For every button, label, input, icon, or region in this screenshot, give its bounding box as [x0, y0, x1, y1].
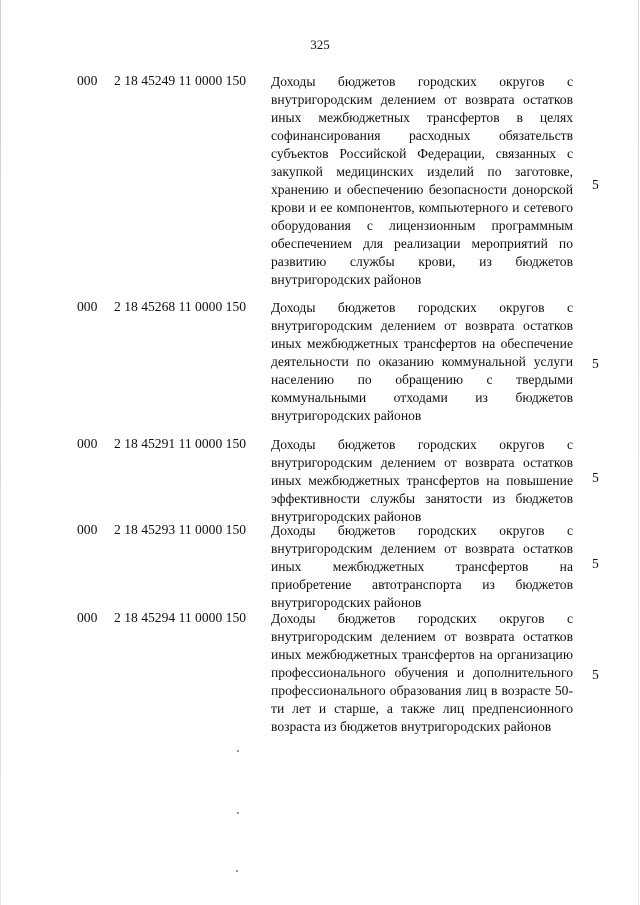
income-description: Доходы бюджетов городских округов с внутригородским делением от возврата остатков иных межбюджетных трансфертов на повышение эффективности службы занятости из бюджетов внутригородских районов [271, 437, 573, 524]
admin-code: 000 [77, 522, 98, 537]
admin-code: 000 [77, 73, 98, 88]
admin-code: 000 [77, 299, 98, 314]
value-cell: 5 [592, 356, 599, 371]
income-description: Доходы бюджетов городских округов с внутригородским делением от возврата остатков иных межбюджетных трансфертов в целях софинансирования расходных обязательств субъектов Российской Федерации, связанных с закупкой медицинских изделий по заготовке, хранению и обеспечению безопасности донорской крови и ее компонентов, компьютерного и сетевого оборудования с лицензионным программным обеспечением для реализации мероприятий по развитию службы крови, из бюджетов внутригородских районов [271, 74, 573, 287]
scan-speck [237, 750, 239, 752]
scan-speck [236, 870, 238, 872]
income-description: Доходы бюджетов городских округов с внутригородским делением от возврата остатков иных межбюджетных трансфертов на обеспечение деятельности по оказанию коммунальной услуги населению по обращению с твердыми коммунальными отходами из бюджетов внутригородских районов [271, 300, 573, 423]
value-cell: 5 [592, 470, 599, 485]
scan-speck [237, 812, 239, 814]
scan-edge-line [0, 0, 1, 905]
page-number: 325 [310, 37, 330, 52]
budget-classification-code: 2 18 45249 11 0000 150 [114, 73, 247, 88]
income-description: Доходы бюджетов городских округов с внутригородским делением от возврата остатков иных межбюджетных трансфертов на организацию профессионального обучения и дополнительного профессионального образования лиц в возрасте 50-ти лет и старше, а также лиц предпенсионного возраста из бюджетов внутригородских районов [271, 611, 573, 734]
budget-classification-code: 2 18 45268 11 0000 150 [114, 299, 247, 314]
value-cell: 5 [592, 177, 599, 192]
admin-code: 000 [77, 436, 98, 451]
value-cell: 5 [592, 556, 599, 571]
value-cell: 5 [592, 667, 599, 682]
budget-classification-code: 2 18 45293 11 0000 150 [114, 522, 247, 537]
budget-classification-code: 2 18 45291 11 0000 150 [114, 436, 247, 451]
income-description: Доходы бюджетов городских округов с внутригородским делением от возврата остатков иных межбюджетных трансфертов на приобретение автотранспорта из бюджетов внутригородских районов [271, 523, 573, 610]
budget-classification-code: 2 18 45294 11 0000 150 [114, 610, 247, 625]
admin-code: 000 [77, 610, 98, 625]
scan-edge-line [638, 0, 639, 905]
